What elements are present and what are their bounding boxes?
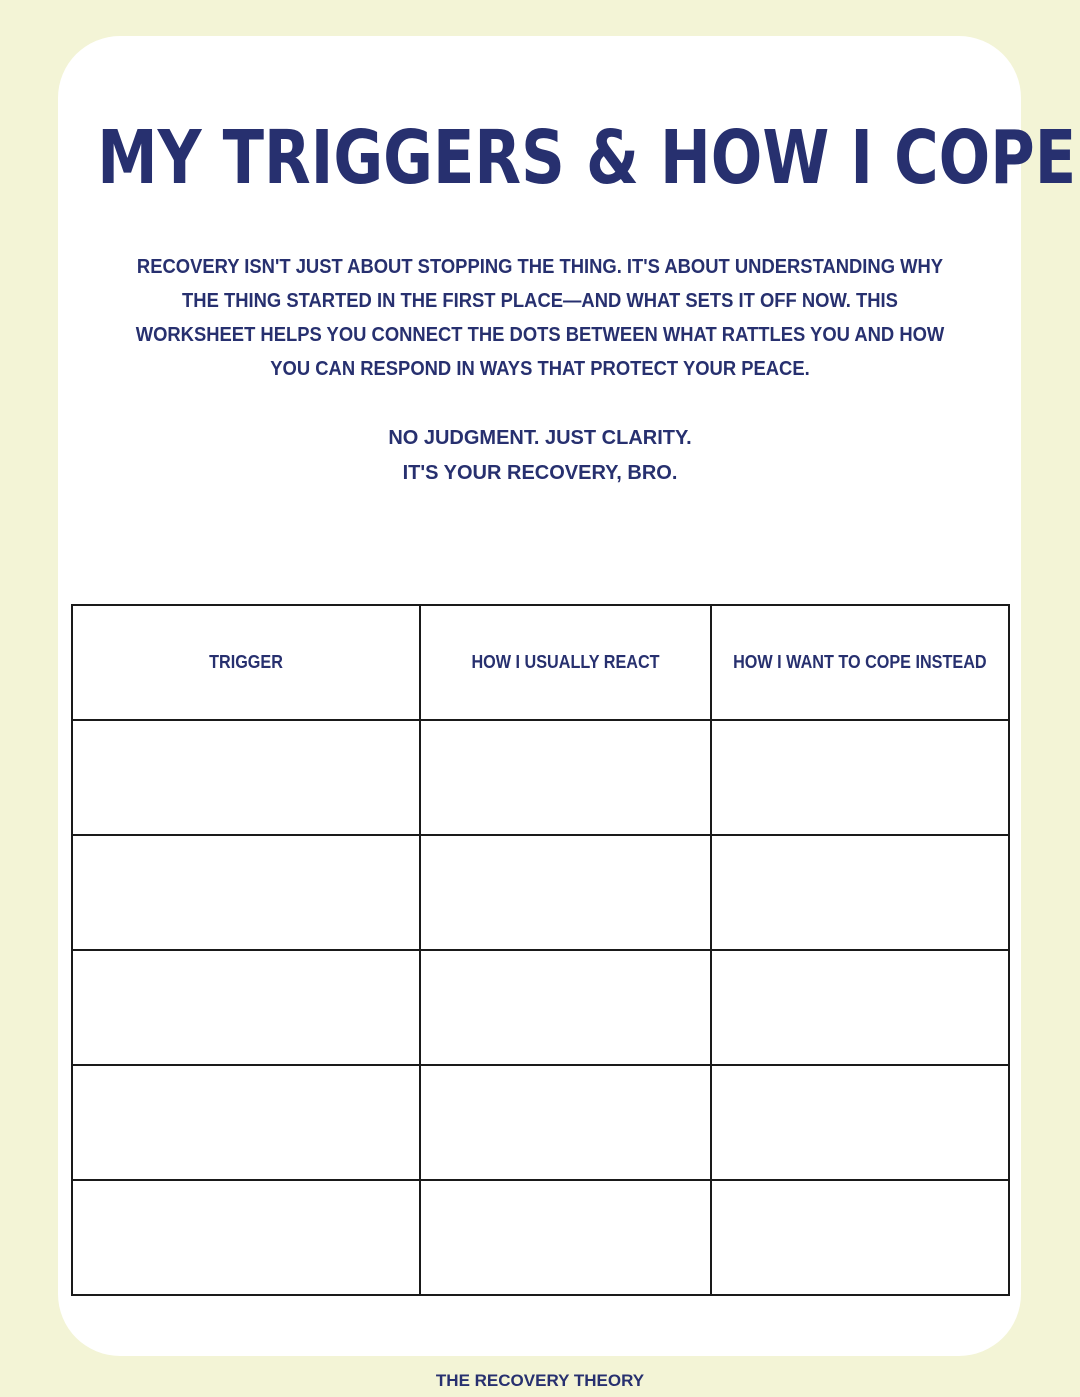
- coping-cell[interactable]: [711, 835, 1009, 950]
- table-row: [72, 950, 1009, 1065]
- table-row: [72, 1065, 1009, 1180]
- page-title: MY TRIGGERS & HOW I COPE: [97, 115, 1077, 201]
- trigger-cell[interactable]: [72, 720, 420, 835]
- reaction-cell[interactable]: [420, 835, 711, 950]
- intro-paragraph: [100, 250, 980, 386]
- header-usual-reaction: HOW I USUALLY REACT: [420, 605, 711, 720]
- table-row: [72, 835, 1009, 950]
- coping-cell[interactable]: [711, 1065, 1009, 1180]
- reaction-cell[interactable]: [420, 950, 711, 1065]
- table-header-row: [72, 605, 1009, 720]
- trigger-worksheet-table: [71, 604, 1010, 1296]
- reaction-cell[interactable]: [420, 1180, 711, 1295]
- coping-cell[interactable]: [711, 720, 1009, 835]
- trigger-cell[interactable]: [72, 835, 420, 950]
- tagline-line-2: IT'S YOUR RECOVERY, BRO.: [402, 462, 678, 484]
- trigger-cell[interactable]: [72, 950, 420, 1065]
- trigger-cell[interactable]: [72, 1065, 420, 1180]
- reaction-cell[interactable]: [420, 720, 711, 835]
- footer-brand: THE RECOVERY THEORY: [435, 1371, 645, 1390]
- reaction-cell[interactable]: [420, 1065, 711, 1180]
- table-row: [72, 1180, 1009, 1295]
- intro-text: RECOVERY ISN'T JUST ABOUT STOPPING THE THING. IT'S ABOUT UNDERSTANDING WHY THE THING STARTED IN THE FIRST PLACE—AND WHAT SETS IT OFF NOW. THIS WORKSHEET HELPS YOU CONNECT THE DOTS BETWEEN WHAT RATTLES YOU AND HOW YOU CAN RESPOND IN WAYS THAT PROTECT YOUR PEACE.: [135, 256, 945, 380]
- trigger-cell[interactable]: [72, 1180, 420, 1295]
- coping-cell[interactable]: [711, 1180, 1009, 1295]
- coping-cell[interactable]: [711, 950, 1009, 1065]
- tagline-line-1: NO JUDGMENT. JUST CLARITY.: [388, 427, 692, 449]
- table-row: [72, 720, 1009, 835]
- header-trigger: TRIGGER: [72, 605, 420, 720]
- header-coping-strategy: HOW I WANT TO COPE INSTEAD: [711, 605, 1009, 720]
